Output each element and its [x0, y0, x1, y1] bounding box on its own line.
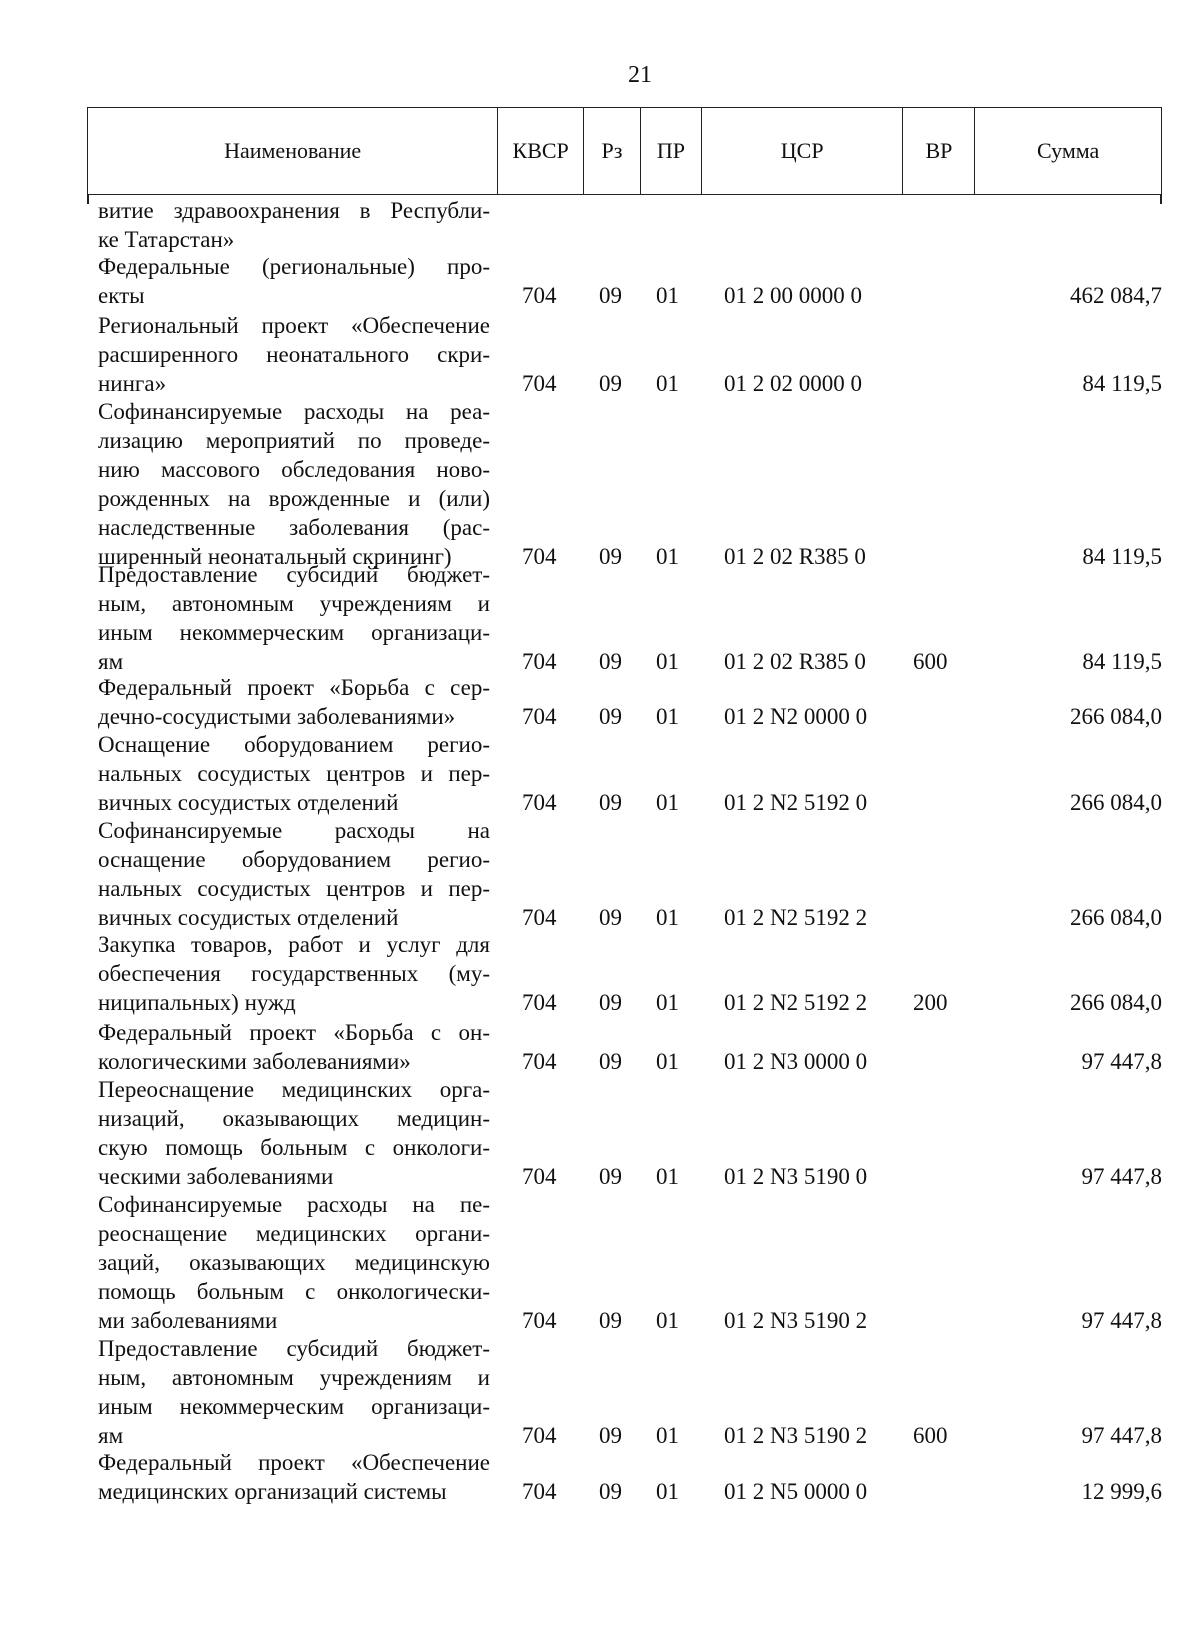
header-rz: Рз — [584, 108, 641, 194]
row-sum: 266 084,0 — [1070, 790, 1162, 815]
row-vr: 200 — [913, 990, 948, 1015]
row-sum: 84 119,5 — [1082, 371, 1162, 396]
row-name-line: вичных сосудистых отделений — [98, 905, 399, 930]
row-name-line: расширенного неонатального скри- — [98, 342, 490, 367]
row-csr: 01 2 N2 5192 2 — [724, 990, 868, 1015]
row-pr: 01 — [656, 649, 679, 674]
row-csr: 01 2 02 R385 0 — [724, 544, 866, 569]
row-pr: 01 — [656, 371, 679, 396]
row-name-line: Предоставление субсидий бюджет- — [98, 562, 490, 587]
row-name-line: помощь больным с онкологически- — [98, 1279, 490, 1304]
table-header — [87, 107, 1162, 195]
row-rz: 09 — [599, 990, 622, 1015]
row-name — [98, 560, 490, 676]
row-name-line: ным, автономным учреждениям и — [98, 591, 490, 616]
row-name-line: Федеральный проект «Обеспечение — [98, 1450, 490, 1475]
row-name-line: нальных сосудистых центров и пер- — [98, 876, 490, 901]
table-row — [0, 252, 1200, 310]
table-row — [0, 1448, 1200, 1506]
row-csr: 01 2 N2 5192 0 — [724, 790, 868, 815]
row-rz: 09 — [599, 905, 622, 930]
row-vr: 600 — [913, 1423, 948, 1448]
row-pr: 01 — [656, 905, 679, 930]
row-pr: 01 — [656, 1049, 679, 1074]
row-csr: 01 2 02 0000 0 — [724, 371, 862, 396]
row-sum: 97 447,8 — [1081, 1049, 1162, 1074]
row-kvsr: 704 — [522, 905, 557, 930]
row-rz: 09 — [599, 371, 622, 396]
row-kvsr: 704 — [522, 1164, 557, 1189]
row-name — [98, 1190, 490, 1335]
row-name — [98, 673, 490, 731]
header-csr: ЦСР — [702, 108, 904, 194]
table-row — [0, 816, 1200, 932]
row-name-line: нальных сосудистых центров и пер- — [98, 761, 490, 786]
table-row — [0, 1018, 1200, 1076]
row-name — [98, 816, 490, 932]
row-sum: 84 119,5 — [1082, 544, 1162, 569]
row-sum: 266 084,0 — [1070, 990, 1162, 1015]
row-kvsr: 704 — [522, 790, 557, 815]
row-name-line: иным некоммерческим организаци- — [98, 1394, 490, 1419]
row-name-line: лизацию мероприятий по проведе- — [98, 428, 490, 453]
row-pr: 01 — [656, 704, 679, 729]
row-pr: 01 — [656, 790, 679, 815]
header-kvsr: КВСР — [498, 108, 584, 194]
row-name-line: Оснащение оборудованием регио- — [98, 732, 490, 757]
row-csr: 01 2 N3 5190 0 — [724, 1164, 868, 1189]
table-row — [0, 1334, 1200, 1450]
row-name — [98, 1018, 490, 1076]
row-sum: 97 447,8 — [1081, 1423, 1162, 1448]
row-sum: 97 447,8 — [1081, 1308, 1162, 1333]
row-name — [98, 730, 490, 817]
row-name — [98, 397, 490, 571]
table-row — [0, 311, 1200, 398]
row-name-line: Софинансируемые расходы на пе- — [98, 1192, 490, 1217]
row-name-line: низаций, оказывающих медицин- — [98, 1106, 490, 1131]
table-row — [0, 930, 1200, 1017]
row-name-line: кологическими заболеваниями» — [98, 1049, 411, 1074]
row-name-line: Переоснащение медицинских орга- — [98, 1077, 490, 1102]
row-name-line: Предоставление субсидий бюджет- — [98, 1336, 490, 1361]
header-name: Наименование — [88, 108, 498, 194]
row-kvsr: 704 — [522, 1308, 557, 1333]
row-kvsr: 704 — [522, 1479, 557, 1504]
row-name-line: Федеральный проект «Борьба с он- — [98, 1020, 490, 1045]
row-name — [98, 1334, 490, 1450]
row-sum: 97 447,8 — [1081, 1164, 1162, 1189]
row-kvsr: 704 — [522, 1049, 557, 1074]
row-name — [98, 196, 490, 254]
row-name-line: Софинансируемые расходы на реа- — [98, 399, 490, 424]
row-rz: 09 — [599, 649, 622, 674]
row-pr: 01 — [656, 544, 679, 569]
row-name-line: дечно-сосудистыми заболеваниями» — [98, 704, 456, 729]
row-name-line: витие здравоохранения в Республи- — [98, 198, 490, 223]
row-name — [98, 1448, 490, 1506]
table-row — [0, 560, 1200, 676]
row-name — [98, 1075, 490, 1191]
row-name — [98, 252, 490, 310]
row-pr: 01 — [656, 1479, 679, 1504]
row-rz: 09 — [599, 1308, 622, 1333]
row-pr: 01 — [656, 1164, 679, 1189]
row-name-line: нию массового обследования ново- — [98, 457, 490, 482]
row-kvsr: 704 — [522, 544, 557, 569]
row-name-line: наследственные заболевания (рас- — [98, 515, 490, 540]
row-rz: 09 — [599, 1479, 622, 1504]
row-csr: 01 2 N3 5190 2 — [724, 1423, 868, 1448]
row-name-line: ниципальных) нужд — [98, 990, 296, 1015]
row-csr: 01 2 00 0000 0 — [724, 283, 862, 308]
table-row — [0, 730, 1200, 817]
row-csr: 01 2 N2 5192 2 — [724, 905, 868, 930]
row-csr: 01 2 N2 0000 0 — [724, 704, 868, 729]
row-sum: 12 999,6 — [1081, 1479, 1162, 1504]
row-name — [98, 930, 490, 1017]
row-name — [98, 311, 490, 398]
row-name-line: оснащение оборудованием регио- — [98, 847, 490, 872]
row-csr: 01 2 N3 0000 0 — [724, 1049, 868, 1074]
row-name-line: Федеральные (региональные) про- — [98, 254, 490, 279]
page-number: 21 — [628, 62, 652, 88]
row-name-line: екты — [98, 283, 145, 308]
header-sum: Сумма — [1037, 138, 1100, 163]
row-name-line: ми заболеваниями — [98, 1308, 278, 1333]
row-kvsr: 704 — [522, 1423, 557, 1448]
row-name-line: реоснащение медицинских органи- — [98, 1221, 490, 1246]
row-name-line: иным некоммерческим организаци- — [98, 620, 490, 645]
row-kvsr: 704 — [522, 649, 557, 674]
row-name-line: медицинских организаций системы — [98, 1479, 447, 1504]
row-name-line: ям — [98, 1423, 124, 1448]
row-pr: 01 — [656, 283, 679, 308]
row-vr: 600 — [913, 649, 948, 674]
table-row — [0, 1075, 1200, 1191]
row-rz: 09 — [599, 1164, 622, 1189]
table-row — [0, 673, 1200, 731]
row-name-line: Федеральный проект «Борьба с сер- — [98, 675, 490, 700]
row-name-line: Региональный проект «Обеспечение — [98, 313, 490, 338]
row-rz: 09 — [599, 790, 622, 815]
table-row — [0, 196, 1200, 254]
row-rz: 09 — [599, 544, 622, 569]
row-name-line: ширенный неонатальный скрининг) — [98, 544, 452, 569]
row-sum: 84 119,5 — [1082, 649, 1162, 674]
row-name-line: ям — [98, 649, 124, 674]
row-kvsr: 704 — [522, 371, 557, 396]
row-name-line: ке Татарстан» — [98, 227, 235, 252]
row-kvsr: 704 — [522, 704, 557, 729]
header-vr: ВР — [903, 108, 975, 194]
row-name-line: ческими заболеваниями — [98, 1164, 334, 1189]
header-pr: ПР — [641, 108, 702, 194]
row-name-line: Софинансируемые расходы на — [98, 818, 490, 843]
row-sum: 266 084,0 — [1070, 704, 1162, 729]
row-kvsr: 704 — [522, 990, 557, 1015]
row-csr: 01 2 N5 0000 0 — [724, 1479, 868, 1504]
table-row — [0, 1190, 1200, 1335]
row-name-line: ным, автономным учреждениям и — [98, 1365, 490, 1390]
row-rz: 09 — [599, 704, 622, 729]
row-rz: 09 — [599, 283, 622, 308]
row-name-line: рожденных на врожденные и (или) — [98, 486, 490, 511]
row-pr: 01 — [656, 990, 679, 1015]
row-name-line: скую помощь больным с онкологи- — [98, 1135, 490, 1160]
row-rz: 09 — [599, 1423, 622, 1448]
row-kvsr: 704 — [522, 283, 557, 308]
row-csr: 01 2 02 R385 0 — [724, 649, 866, 674]
row-sum: 266 084,0 — [1070, 905, 1162, 930]
table-row — [0, 397, 1200, 571]
row-pr: 01 — [656, 1308, 679, 1333]
row-csr: 01 2 N3 5190 2 — [724, 1308, 868, 1333]
row-name-line: Закупка товаров, работ и услуг для — [98, 932, 490, 957]
row-name-line: нинга» — [98, 371, 167, 396]
row-sum: 462 084,7 — [1070, 283, 1162, 308]
row-name-line: вичных сосудистых отделений — [98, 790, 399, 815]
row-name-line: обеспечения государственных (му- — [98, 961, 490, 986]
row-pr: 01 — [656, 1423, 679, 1448]
row-rz: 09 — [599, 1049, 622, 1074]
row-name-line: заций, оказывающих медицинскую — [98, 1250, 490, 1275]
